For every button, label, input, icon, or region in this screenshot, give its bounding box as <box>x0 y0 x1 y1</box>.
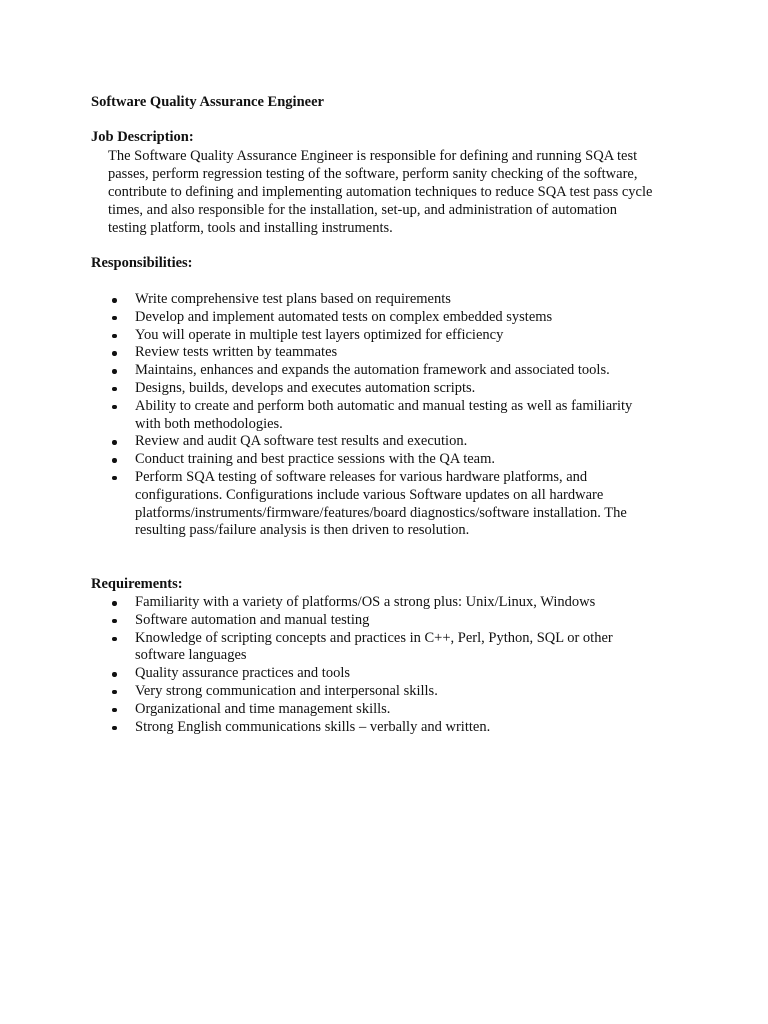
bullet-icon <box>112 316 117 321</box>
bullet-icon <box>112 369 117 374</box>
bullet-icon <box>112 726 117 731</box>
list-item: Develop and implement automated tests on complex embedded systems <box>0 309 632 327</box>
document-title: Software Quality Assurance Engineer <box>91 94 324 110</box>
list-item: Quality assurance practices and tools <box>0 665 613 683</box>
list-item: Review tests written by teammates <box>0 344 632 362</box>
bullet-icon <box>112 637 117 642</box>
bullet-icon <box>112 708 117 713</box>
bullet-icon <box>112 298 117 303</box>
job-description-line: passes, perform regression testing of the software, perform sanity checking of the software, <box>108 166 638 182</box>
list-item: Designs, builds, develops and executes automation scripts. <box>0 380 632 398</box>
responsibilities-list <box>0 291 632 540</box>
bullet-icon <box>112 690 117 695</box>
list-item: Perform SQA testing of software releases for various hardware platforms, and configurations. Configurations include various Software updates on all hardware platforms/instruments/firmware/features/board diagnostics/software installation. The resulting pass/failure analysis is then driven to resolution. <box>0 469 632 540</box>
bullet-icon <box>112 440 117 445</box>
list-item: Ability to create and perform both automatic and manual testing as well as familiarity with both methodologies. <box>0 398 632 434</box>
bullet-icon <box>112 351 117 356</box>
list-item: Write comprehensive test plans based on requirements <box>0 291 632 309</box>
bullet-icon <box>112 458 117 463</box>
list-item: Strong English communications skills – verbally and written. <box>0 719 613 737</box>
bullet-icon <box>112 601 117 606</box>
bullet-icon <box>112 619 117 624</box>
requirements-heading: Requirements: <box>91 576 183 592</box>
list-item: Conduct training and best practice sessions with the QA team. <box>0 451 632 469</box>
job-description-heading: Job Description: <box>91 129 194 145</box>
list-item: Review and audit QA software test results and execution. <box>0 433 632 451</box>
bullet-icon <box>112 334 117 339</box>
bullet-icon <box>112 476 117 481</box>
list-item: Very strong communication and interpersonal skills. <box>0 683 613 701</box>
list-item: Organizational and time management skills. <box>0 701 613 719</box>
list-item: Familiarity with a variety of platforms/OS a strong plus: Unix/Linux, Windows <box>0 594 613 612</box>
list-item: Maintains, enhances and expands the automation framework and associated tools. <box>0 362 632 380</box>
list-item: Software automation and manual testing <box>0 612 613 630</box>
job-description-line: times, and also responsible for the installation, set-up, and administration of automation <box>108 202 618 218</box>
bullet-icon <box>112 387 117 392</box>
job-description-line: testing platform, tools and installing instruments. <box>108 220 393 236</box>
job-description-line: contribute to defining and implementing automation techniques to reduce SQA test pass cycle <box>108 184 653 200</box>
job-description-text <box>108 147 708 237</box>
list-item: Knowledge of scripting concepts and practices in C++, Perl, Python, SQL or other software languages <box>0 630 613 666</box>
requirements-list <box>0 594 613 736</box>
bullet-icon <box>112 405 117 410</box>
list-item: You will operate in multiple test layers optimized for efficiency <box>0 327 632 345</box>
job-description-line: The Software Quality Assurance Engineer is responsible for defining and running SQA test <box>108 148 638 164</box>
bullet-icon <box>112 672 117 677</box>
responsibilities-heading: Responsibilities: <box>91 255 193 271</box>
